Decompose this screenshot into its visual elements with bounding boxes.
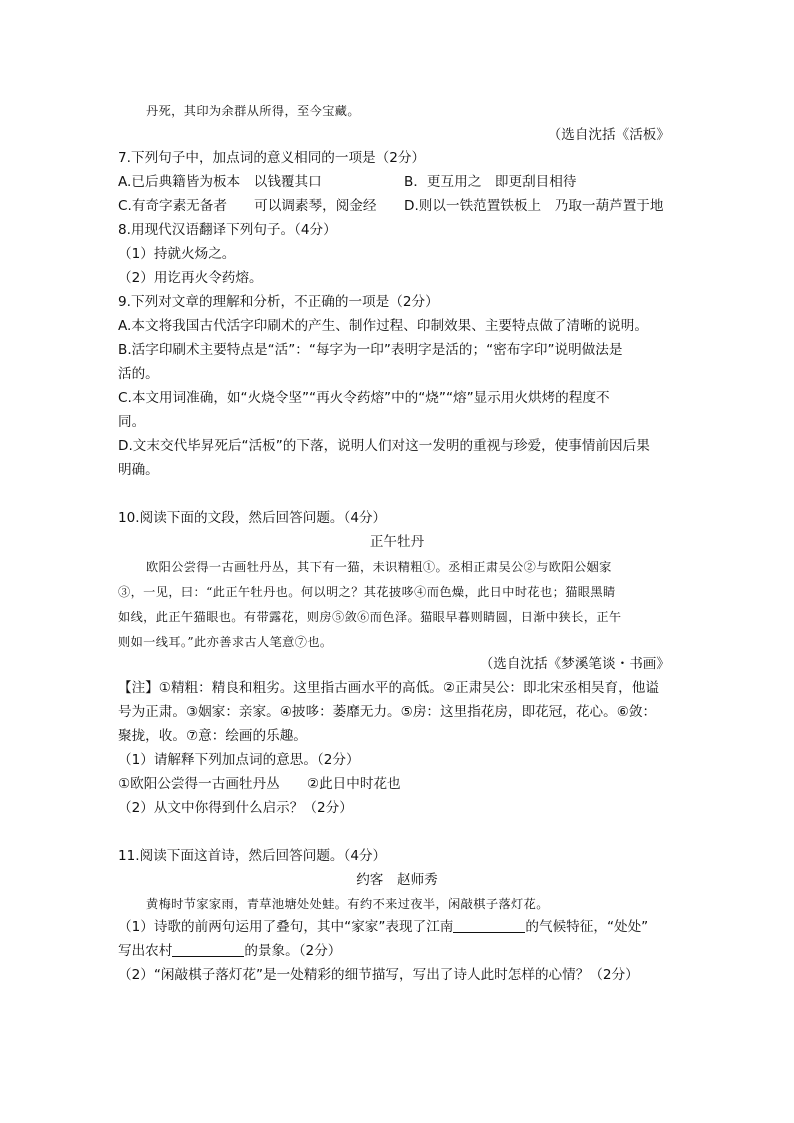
q8-sentence-1: （1）持就火炀之。 [118,246,236,262]
q10-note-line3: 聚拢，收。⑦意：绘画的乐趣。 [118,728,307,744]
q10-passage-line4: 则如一线耳。”此亦善求古人笔意⑦也。 [118,635,333,649]
q11-sub1-text-b: 的气候特征，“处处” [525,919,649,935]
q7-stem: 7.下列句子中，加点词的意义相同的一项是（2分） [118,150,426,166]
q11-poem-title: 约客 赵师秀 [356,872,438,888]
q10-note-line2: 号为正肃。③姻家：亲家。④披哆：萎靡无力。⑤房：这里指花房，即花冠，花心。⑥敛： [118,704,657,720]
passage-end-line: 丹死，其印为余群从所得，至今宝藏。 [146,104,360,118]
q10-passage-title: 正午牡丹 [369,534,425,550]
q10-passage-line3: 如线，此正午猫眼也。有带露花，则房⑤敛⑥而色泽。猫眼早暮则睛圆，日渐中狭长，正午 [118,610,622,624]
q10-sub2: （2）从文中你得到什么启示？（2分） [118,800,353,816]
q11-sub2: （2）“闲敲棋子落灯花”是一处精彩的细节描写，写出了诗人此时怎样的心情？（2分） [118,967,639,983]
q11-sub1-line1 [118,917,648,937]
q9-stem: 9.下列对文章的理解和分析，不正确的一项是（2分） [118,294,439,310]
q10-sub1: （1）请解释下列加点词的意思。（2分） [118,752,360,768]
answer-blank-1[interactable] [453,918,525,933]
q9-option-c-line1: C.本文用词准确，如“火烧令坚”“再火令药熔”中的“烧”“熔”显示用火烘烤的程度不 [118,390,610,406]
q11-sub1-text-c: 写出农村 [118,943,173,959]
q11-sub1-text-d: 的景象。（2分） [244,943,342,959]
q7-option-d: D.则以一铁范置铁板上 乃取一葫芦置于地 [404,198,664,214]
q9-option-b-line2: 活的。 [118,366,159,382]
q10-source: （选自沈括《梦溪笔谈・书画》 [479,656,670,672]
q8-sentence-2: （2）用讫再火令药熔。 [118,270,263,286]
q8-stem: 8.用现代汉语翻译下列句子。（4分） [118,222,337,238]
q10-sub1-items: ①欧阳公尝得一古画牡丹丛 ②此日中时花也 [118,776,401,792]
q11-stem: 11.阅读下面这首诗，然后回答问题。（4分） [118,848,387,864]
q10-stem: 10.阅读下面的文段，然后回答问题。（4分） [118,510,387,526]
q11-poem: 黄梅时节家家雨，青草池塘处处蛙。有约不来过夜半，闲敲棋子落灯花。 [146,897,549,911]
passage-source: （选自沈括《活板》 [547,127,670,143]
q9-option-c-line2: 同。 [118,414,146,430]
q11-sub1-text-a: （1）诗歌的前两句运用了叠句，其中“家家”表现了江南 [118,919,454,935]
q9-option-a: A.本文将我国古代活字印刷术的产生、制作过程、印制效果、主要特点做了清晰的说明。 [118,318,648,334]
q10-note-line1: 【注】①精粗：精良和粗劣。这里指古画水平的高低。②正肃吴公：即北宋丞相吴育，他谥 [118,680,659,696]
q10-passage-line2: ③，一见，曰：“此正午牡丹也。何以明之？其花披哆④而色燥，此日中时花也；猫眼黑睛 [118,585,616,599]
q9-option-d-line2: 明确。 [118,462,159,478]
q7-option-a: A.已后典籍皆为板本 以钱覆其口 [118,174,322,190]
q7-option-c: C.有奇字素无备者 可以调素琴，阅金经 [118,198,377,214]
q11-sub1-line2 [118,941,341,961]
q7-option-b: B．更互用之 即更刮目相待 [404,174,577,190]
q9-option-b-line1: B.活字印刷术主要特点是“活”：“每字为一印”表明字是活的；“密布字印”说明做法是 [118,342,623,358]
q10-passage-line1: 欧阳公尝得一古画牡丹丛，其下有一猫，未识精粗①。丞相正肃吴公②与欧阳公姻家 [146,560,612,574]
answer-blank-2[interactable] [172,942,244,957]
q9-option-d-line1: D.文末交代毕昇死后“活板”的下落，说明人们对这一发明的重视与珍爱，使事情前因后果 [118,438,650,454]
